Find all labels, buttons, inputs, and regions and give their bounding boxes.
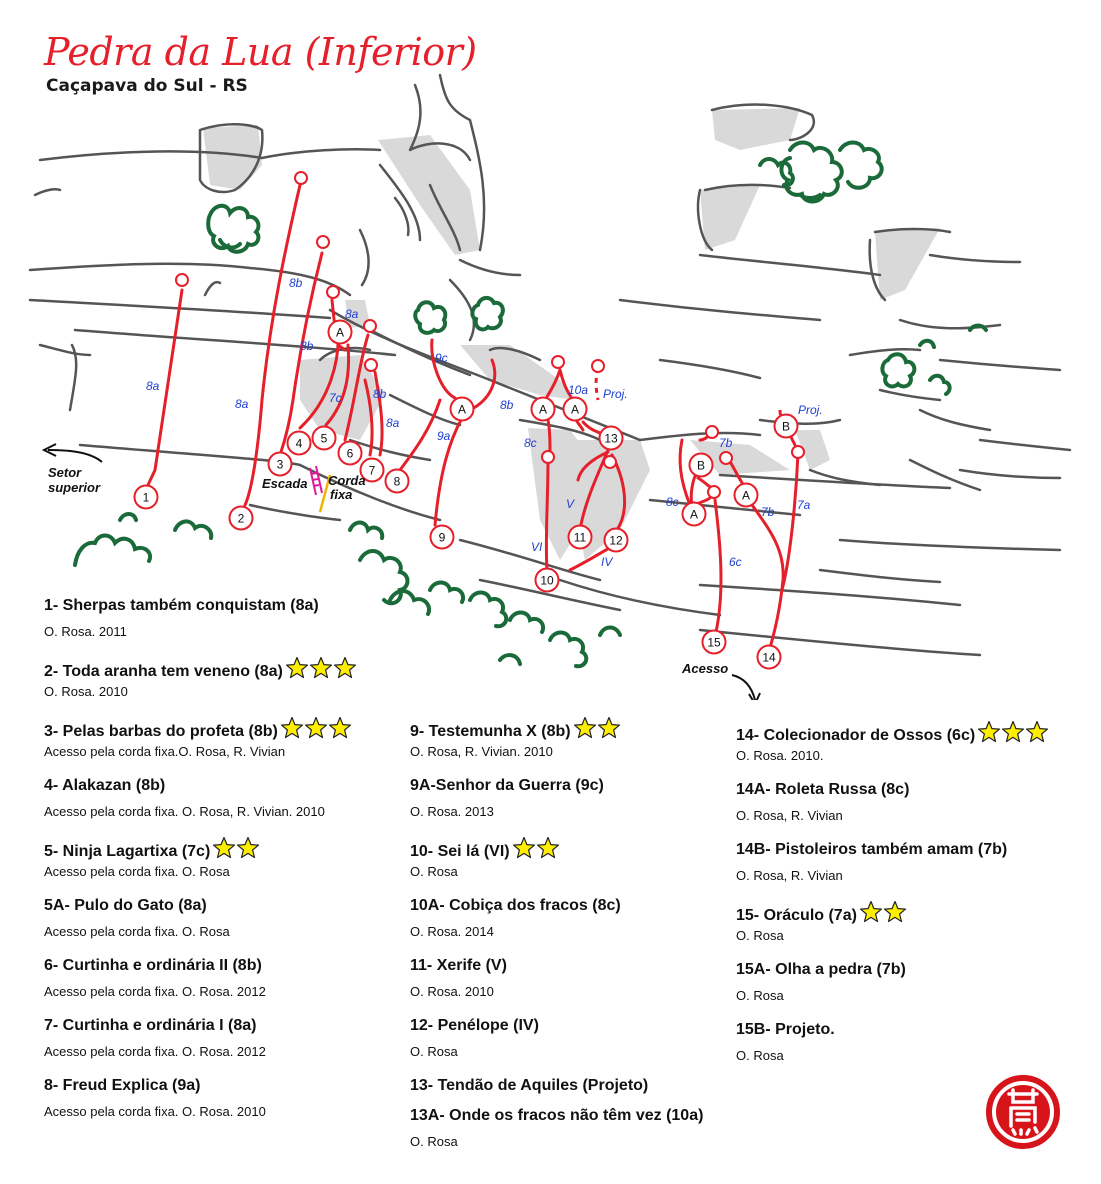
rating-stars: [285, 656, 357, 686]
rating-stars: [212, 836, 260, 866]
star-icon: [280, 716, 304, 740]
route-marker: [329, 321, 352, 344]
route-marker: [386, 470, 409, 493]
route-name: 15- Oráculo (7a): [736, 900, 907, 930]
route-marker: [451, 398, 474, 421]
star-icon: [285, 656, 309, 680]
grade-label: IV: [601, 555, 613, 569]
route-credit: O. Rosa. 2011: [44, 624, 127, 639]
route-marker: [690, 454, 713, 477]
route-name: 14A- Roleta Russa (8c): [736, 781, 910, 798]
route-marker: [135, 486, 158, 509]
route-marker: [313, 427, 336, 450]
star-icon: [1001, 720, 1025, 744]
route-name: 4- Alakazan (8b): [44, 777, 166, 794]
route-marker-label: 6: [346, 446, 354, 461]
route-name: 13A- Onde os fracos não têm vez (10a): [410, 1107, 704, 1124]
access-arrow-icon: [732, 675, 755, 700]
route-credit: O. Rosa, R. Vivian: [736, 868, 843, 883]
route-marker-label: 4: [295, 436, 303, 451]
route-marker: [569, 526, 592, 549]
route-marker: [536, 569, 559, 592]
rock-shading: [203, 108, 940, 560]
grade-label: 8c: [524, 436, 537, 450]
route-name: 15B- Projeto.: [736, 1021, 835, 1038]
grade-label: 8b: [500, 398, 514, 412]
star-icon: [333, 656, 357, 680]
route-marker: [431, 526, 454, 549]
route-marker: [564, 398, 587, 421]
grade-label: 9a: [437, 429, 451, 443]
rating-stars: [859, 900, 907, 930]
route-credit: O. Rosa: [410, 1044, 458, 1059]
route-name: 9- Testemunha X (8b): [410, 716, 621, 746]
route-credit: O. Rosa: [736, 928, 784, 943]
route-credit: Acesso pela corda fixa. O. Rosa: [44, 864, 230, 879]
route-marker-label: B: [696, 458, 706, 473]
route-marker: [703, 631, 726, 654]
grade-label: 8a: [235, 397, 249, 411]
route-marker-label: 1: [142, 490, 150, 505]
star-icon: [859, 900, 883, 924]
route-marker-label: B: [781, 419, 791, 434]
route-name: 5A- Pulo do Gato (8a): [44, 897, 207, 914]
star-icon: [977, 720, 1001, 744]
star-icon: [573, 716, 597, 740]
star-icon: [883, 900, 907, 924]
route-marker-label: 3: [276, 457, 284, 472]
route-credit: O. Rosa. 2014: [410, 924, 494, 939]
sector-arrow-icon: [48, 450, 102, 462]
route-name: 9A-Senhor da Guerra (9c): [410, 777, 604, 794]
route-marker-label: A: [335, 325, 345, 340]
grade-label: 6c: [729, 555, 742, 569]
route-marker: [288, 432, 311, 455]
route-marker-label: A: [570, 402, 580, 417]
grade-label: 8b: [373, 387, 387, 401]
grade-label: 8c: [666, 495, 679, 509]
route-marker: [735, 484, 758, 507]
route-name: 12- Penélope (IV): [410, 1017, 539, 1034]
proj-label: Proj.: [798, 403, 823, 417]
route-name: 8- Freud Explica (9a): [44, 1077, 201, 1094]
route-marker-label: 8: [393, 474, 401, 489]
bushes: [75, 143, 986, 667]
route-name: 11- Xerife (V): [410, 957, 507, 974]
star-icon: [512, 836, 536, 860]
route-marker: [269, 453, 292, 476]
route-name: 2- Toda aranha tem veneno (8a): [44, 656, 357, 686]
star-icon: [304, 716, 328, 740]
route-credit: Acesso pela corda fixa. O. Rosa. 2010: [44, 1104, 266, 1119]
route-marker-label: 11: [573, 530, 587, 545]
rating-stars: [977, 720, 1049, 750]
route-marker-label: A: [689, 507, 699, 522]
route-marker-label: 14: [762, 650, 776, 665]
route-credit: Acesso pela corda fixa. O. Rosa. 2012: [44, 984, 266, 999]
grade-label: 9c: [435, 351, 448, 365]
ladder-label: Escada: [262, 476, 308, 491]
route-credit: O. Rosa. 2010.: [736, 748, 824, 763]
route-credit: O. Rosa: [410, 1134, 458, 1149]
route-marker: [600, 427, 623, 450]
route-marker-label: 13: [604, 431, 618, 446]
grade-label: 7a: [797, 498, 811, 512]
route-marker-label: A: [741, 488, 751, 503]
rating-stars: [512, 836, 560, 866]
star-icon: [328, 716, 352, 740]
route-credit: O. Rosa: [410, 864, 458, 879]
grade-label: V: [566, 497, 575, 511]
route-marker: [775, 415, 798, 438]
route-marker: [683, 503, 706, 526]
page-title: Pedra da Lua (Inferior): [44, 30, 477, 74]
route-name: 6- Curtinha e ordinária II (8b): [44, 957, 262, 974]
route-name: 15A- Olha a pedra (7b): [736, 961, 906, 978]
route-name: 13- Tendão de Aquiles (Projeto): [410, 1077, 649, 1094]
route-credit: O. Rosa. 2010: [44, 684, 128, 699]
route-credit: O. Rosa. 2010: [410, 984, 494, 999]
route-marker-label: A: [457, 402, 467, 417]
route-marker: [758, 646, 781, 669]
rating-stars: [280, 716, 352, 746]
grade-label: 8a: [345, 307, 359, 321]
route-marker-label: 15: [707, 635, 721, 650]
route-name: 5- Ninja Lagartixa (7c): [44, 836, 260, 866]
route-credit: O. Rosa: [736, 1048, 784, 1063]
route-marker: [339, 442, 362, 465]
grade-label: 8b: [300, 339, 314, 353]
route-marker-label: 9: [438, 530, 446, 545]
grade-label: 8b: [289, 276, 303, 290]
rating-stars: [573, 716, 621, 746]
star-icon: [309, 656, 333, 680]
grade-label: 8a: [386, 416, 400, 430]
grade-label: 7b: [719, 436, 733, 450]
sector-label: Setor superior: [48, 465, 101, 495]
route-marker: [230, 507, 253, 530]
access-label: Acesso: [682, 661, 729, 676]
grade-label: VI: [531, 540, 543, 554]
star-icon: [1025, 720, 1049, 744]
star-icon: [236, 836, 260, 860]
grade-label: 7c: [329, 391, 342, 405]
route-marker-label: 2: [237, 511, 245, 526]
star-icon: [536, 836, 560, 860]
seal-logo: [983, 1072, 1063, 1152]
route-marker-label: A: [538, 402, 548, 417]
star-icon: [597, 716, 621, 740]
page-subtitle: Caçapava do Sul - RS: [46, 76, 248, 96]
route-marker-label: 5: [320, 431, 328, 446]
route-name: 3- Pelas barbas do profeta (8b): [44, 716, 352, 746]
route-credit: O. Rosa, R. Vivian: [736, 808, 843, 823]
route-credit: Acesso pela corda fixa. O. Rosa, R. Vivian. 2010: [44, 804, 325, 819]
rope-label: Corda fixa: [328, 473, 366, 502]
route-credit: Acesso pela corda fixa.O. Rosa, R. Vivian: [44, 744, 286, 759]
proj-label: Proj.: [603, 387, 628, 401]
route-credit: O. Rosa, R. Vivian. 2010: [410, 744, 553, 759]
route-name: 1- Sherpas também conquistam (8a): [44, 597, 319, 614]
route-marker-label: 7: [368, 463, 376, 478]
route-name: 7- Curtinha e ordinária I (8a): [44, 1017, 257, 1034]
route-name: 14B- Pistoleiros também amam (7b): [736, 841, 1008, 858]
route-credit: O. Rosa: [736, 988, 784, 1003]
star-icon: [212, 836, 236, 860]
grade-label: 8a: [146, 379, 160, 393]
route-name: 10A- Cobiça dos fracos (8c): [410, 897, 621, 914]
route-marker-label: 12: [609, 533, 623, 548]
route-credit: Acesso pela corda fixa. O. Rosa. 2012: [44, 1044, 266, 1059]
route-credit: Acesso pela corda fixa. O. Rosa: [44, 924, 230, 939]
grade-label: 10a: [568, 383, 589, 397]
route-marker: [532, 398, 555, 421]
route-marker: [605, 529, 628, 552]
route-credit: O. Rosa. 2013: [410, 804, 494, 819]
route-marker-label: 10: [540, 573, 554, 588]
route-name: 14- Colecionador de Ossos (6c): [736, 720, 1049, 750]
grade-label: 7b: [761, 505, 775, 519]
route-name: 10- Sei lá (VI): [410, 836, 560, 866]
